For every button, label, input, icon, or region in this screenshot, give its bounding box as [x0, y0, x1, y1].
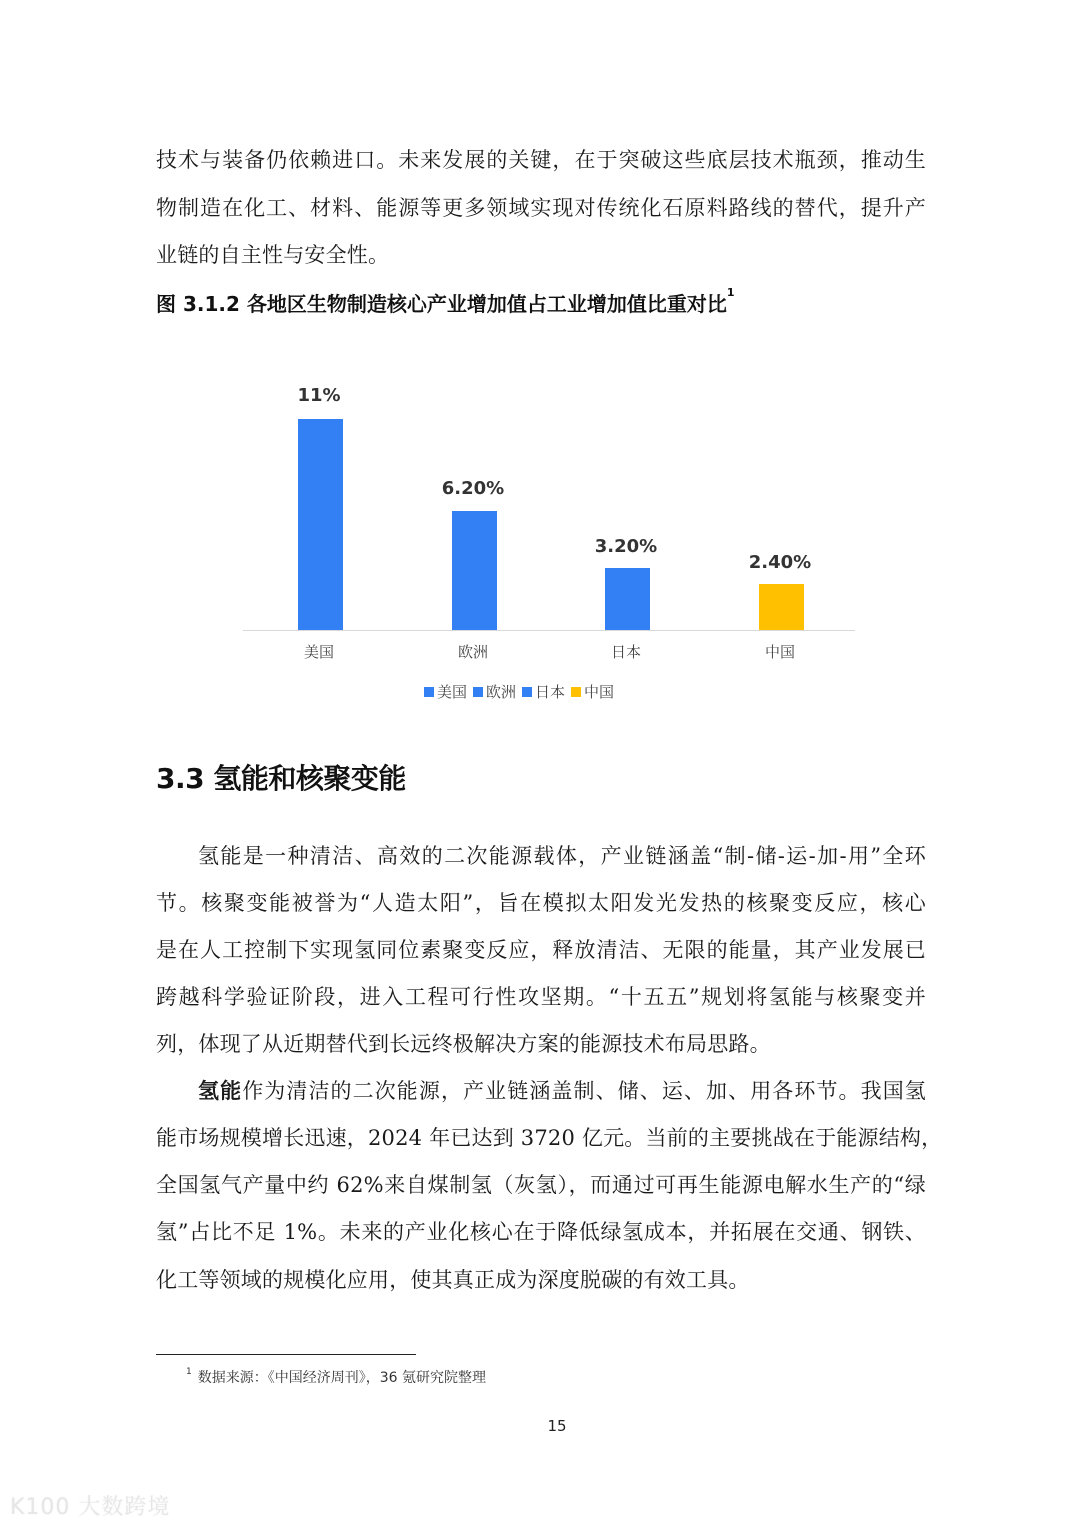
text-line: 化工等领域的规模化应用，使其真正成为深度脱碳的有效工具。 — [156, 1268, 750, 1292]
footnote-text: 数据来源：《中国经济周刊》，36 氪研究院整理 — [197, 1370, 486, 1386]
footnote-ref: 1 — [726, 286, 735, 299]
bar-japan — [605, 568, 650, 630]
text-line: 氢”占比不足 1%。未来的产业化核心在于降低绿氢成本，并拓展在交通、钢铁、 — [156, 1220, 926, 1244]
page-number: 15 — [547, 1417, 567, 1435]
footnote — [186, 1367, 486, 1387]
legend-swatch — [571, 687, 581, 697]
category-label: 日本 — [610, 643, 641, 661]
legend-item-europe — [473, 681, 516, 702]
text-span: 作为清洁的二次能源，产业链涵盖制、储、运、加、用各环节。我国氢 — [242, 1079, 927, 1103]
legend-swatch — [424, 687, 434, 697]
bar-chart — [0, 0, 1080, 720]
bar-usa — [298, 419, 343, 630]
footnote-divider — [156, 1354, 416, 1355]
bar-value-label: 2.40% — [748, 552, 812, 573]
text-line — [198, 1079, 926, 1103]
section-heading: 3.3 氢能和核聚变能 — [156, 762, 406, 795]
legend-item-usa — [424, 681, 467, 702]
category-label: 美国 — [303, 643, 334, 661]
bar-europe — [452, 511, 497, 630]
text-line: 是在人工控制下实现氢同位素聚变反应，释放清洁、无限的能量，其产业发展已 — [156, 938, 926, 962]
bar-value-label: 3.20% — [594, 536, 658, 557]
x-axis-line — [243, 630, 855, 631]
category-label: 欧洲 — [457, 643, 488, 661]
chart-legend — [424, 681, 614, 702]
figure-title-text: 图 3.1.2 各地区生物制造核心产业增加值占工业增加值比重对比 — [156, 292, 727, 316]
text-line: 技术与装备仍依赖进口。未来发展的关键，在于突破这些底层技术瓶颈，推动生 — [156, 148, 926, 172]
bar-value-label: 6.20% — [441, 478, 505, 499]
legend-label: 欧洲 — [486, 683, 517, 701]
legend-swatch — [522, 687, 532, 697]
bar-value-label: 11% — [297, 385, 341, 406]
text-line: 跨越科学验证阶段，进入工程可行性攻坚期。“十五五”规划将氢能与核聚变并 — [156, 985, 926, 1009]
legend-label: 美国 — [437, 683, 468, 701]
watermark-logo: K100 大数跨境 — [10, 1495, 171, 1520]
text-line: 节。核聚变能被誉为“人造太阳”，旨在模拟太阳发光发热的核聚变反应，核心 — [156, 891, 926, 915]
text-line: 全国氢气产量中约 62%来自煤制氢（灰氢），而通过可再生能源电解水生产的“绿 — [156, 1173, 926, 1197]
text-line: 业链的自主性与安全性。 — [156, 243, 390, 267]
text-line: 列，体现了从近期替代到长远终极解决方案的能源技术布局思路。 — [156, 1032, 771, 1056]
category-label: 中国 — [764, 643, 795, 661]
legend-item-china — [571, 681, 614, 702]
legend-label: 日本 — [535, 683, 566, 701]
lead-term: 氢能 — [198, 1078, 243, 1103]
legend-label: 中国 — [584, 683, 615, 701]
legend-item-japan — [522, 681, 565, 702]
footnote-marker: 1 — [186, 1367, 192, 1377]
text-line: 物制造在化工、材料、能源等更多领域实现对传统化石原料路线的替代，提升产 — [156, 196, 926, 220]
legend-swatch — [473, 687, 483, 697]
text-line: 氢能是一种清洁、高效的二次能源载体，产业链涵盖“制-储-运-加-用”全环 — [198, 844, 926, 868]
figure-title — [156, 288, 735, 317]
text-line: 能市场规模增长迅速，2024 年已达到 3720 亿元。当前的主要挑战在于能源结构， — [156, 1126, 943, 1150]
bar-china — [759, 584, 804, 630]
